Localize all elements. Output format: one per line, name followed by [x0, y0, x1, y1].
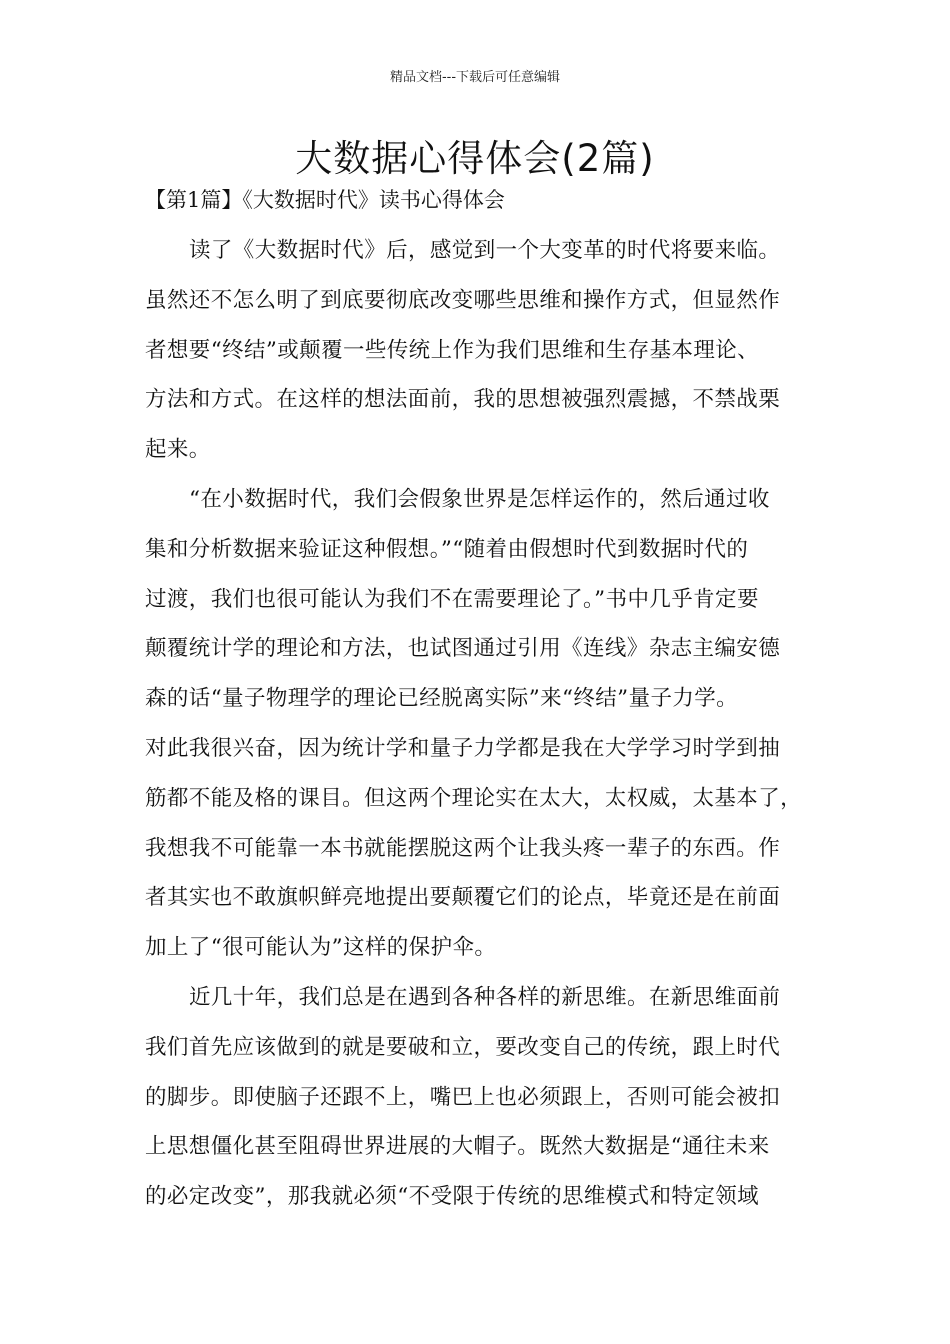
- paragraph-line: 方法和方式。在这样的想法面前，我的思想被强烈震撼，不禁战栗: [145, 387, 781, 413]
- paragraph: [145, 231, 811, 480]
- paragraph-line: 近几十年，我们总是在遇到各种各样的新思维。在新思维面前: [189, 984, 781, 1010]
- paragraph-line: 虽然还不怎么明了到底要彻底改变哪些思维和操作方式，但显然作: [145, 287, 781, 313]
- section-heading: 【第1篇】《大数据时代》读书心得体会: [145, 188, 505, 212]
- paragraph-line: 加上了“很可能认为”这样的保护伞。: [145, 935, 497, 961]
- paragraph-line: “在小数据时代，我们会假象世界是怎样运作的，然后通过收: [189, 486, 770, 512]
- paragraph-line: 读了《大数据时代》后，感觉到一个大变革的时代将要来临。: [189, 238, 781, 263]
- paragraph-line: 上思想僵化甚至阻碍世界进展的大帽子。既然大数据是“通往未来: [145, 1134, 770, 1160]
- paragraph-line: 者想要“终结”或颠覆一些传统上作为我们思维和生存基本理论、: [145, 337, 760, 363]
- paragraph-line: 的必定改变”，那我就必须“不受限于传统的思维模式和特定领域: [145, 1184, 760, 1210]
- paragraph-line: 集和分析数据来验证这种假想。”“随着由假想时代到数据时代的: [145, 536, 749, 562]
- paragraph-line: 我们首先应该做到的就是要破和立，要改变自己的传统，跟上时代: [145, 1034, 781, 1060]
- paragraph: [145, 978, 811, 1227]
- page-header: 精品文档---下载后可任意编辑: [389, 70, 561, 85]
- paragraph-line: 森的话“量子物理学的理论已经脱离实际”来“终结”量子力学。: [145, 686, 739, 712]
- paragraph-line: 筋都不能及格的课目。但这两个理论实在太大，太权威，太基本了，: [145, 785, 803, 811]
- document-title: 大数据心得体会(2篇): [295, 137, 655, 180]
- paragraph-line: 颠覆统计学的理论和方法，也试图通过引用《连线》杂志主编安德: [145, 636, 781, 662]
- paragraph-line: 过渡，我们也很可能认为我们不在需要理论了。”书中几乎肯定要: [145, 586, 759, 612]
- document-body: [145, 231, 811, 1227]
- paragraph-line: 对此我很兴奋，因为统计学和量子力学都是我在大学学习时学到抽: [145, 735, 781, 761]
- paragraph: [145, 480, 811, 978]
- paragraph-line: 起来。: [145, 437, 211, 463]
- paragraph-line: 的脚步。即使脑子还跟不上，嘴巴上也必须跟上，否则可能会被扣: [145, 1084, 781, 1110]
- paragraph-line: 我想我不可能靠一本书就能摆脱这两个让我头疼一辈子的东西。作: [145, 835, 781, 861]
- paragraph-line: 者其实也不敢旗帜鲜亮地提出要颠覆它们的论点，毕竟还是在前面: [145, 885, 781, 911]
